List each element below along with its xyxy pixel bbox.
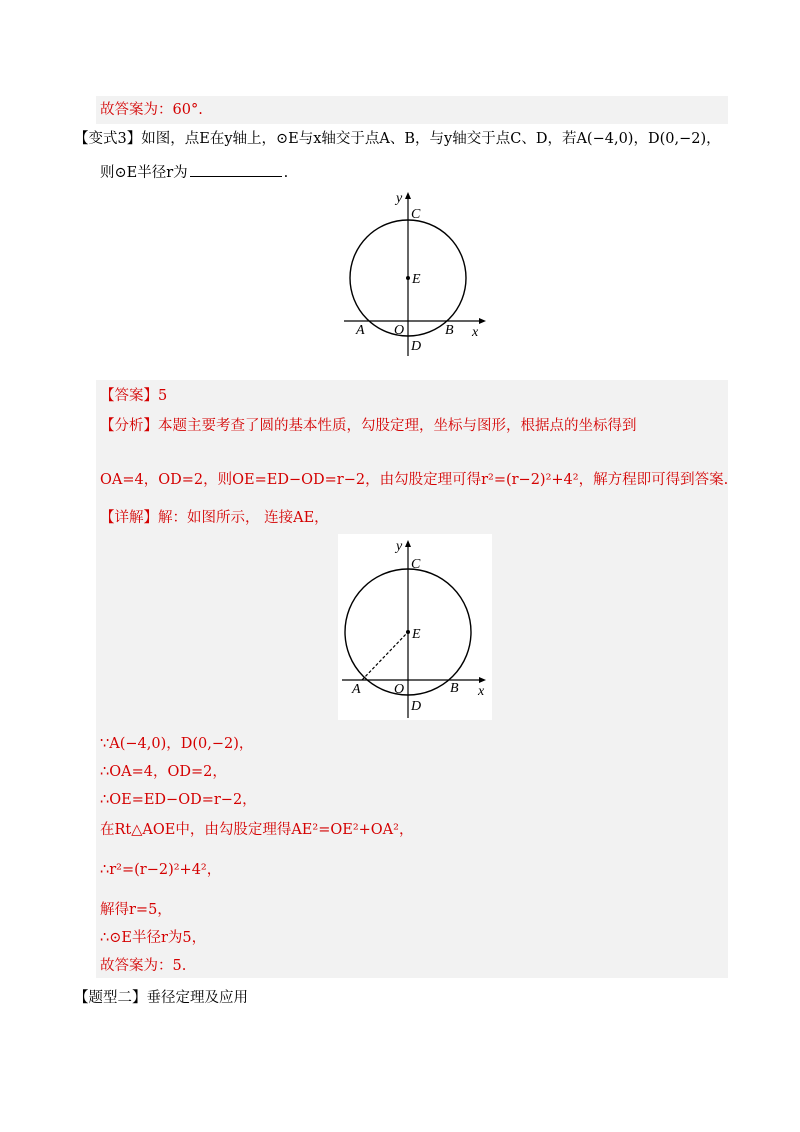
answer-line <box>100 386 167 406</box>
label-e-2: E <box>412 627 421 642</box>
label-y-2: y <box>396 539 403 554</box>
y-axis-arrow-icon-2 <box>405 540 411 547</box>
step-8: 故答案为：5. <box>100 958 187 974</box>
analysis-text: 本题主要考查了圆的基本性质，勾股定理，坐标与图形，根据点的坐标得到 <box>158 418 637 434</box>
analysis-line-2: OA=4，OD=2，则OE=ED−OD=r−2，由勾股定理可得r²=(r−2)²+4²，解方程即可得到答案. <box>100 472 729 488</box>
problem-text-2: 则⊙E半径r为 <box>100 165 188 181</box>
label-a-2: A <box>352 682 361 697</box>
problem-period: . <box>283 165 289 181</box>
label-a: A <box>356 323 365 338</box>
x-axis-arrow-icon <box>479 318 486 324</box>
step-3: ∴OE=ED−OD=r−2， <box>100 792 257 808</box>
label-d-2: D <box>411 699 422 714</box>
detail-text: 解：如图所示， 连接AE， <box>158 510 329 526</box>
step-6: 解得r=5， <box>100 902 172 918</box>
step-5: ∴r²=(r−2)²+4²， <box>100 862 222 878</box>
y-axis-arrow-icon <box>405 192 411 199</box>
label-o: O <box>394 323 405 338</box>
label-o-2: O <box>394 682 405 697</box>
detail-line-1 <box>100 508 329 528</box>
analysis-tag: 【分析】 <box>100 418 158 434</box>
detail-tag: 【详解】 <box>100 510 158 526</box>
circle-figure-2 <box>338 534 492 720</box>
segment-ae <box>362 632 408 680</box>
x-axis-arrow-icon-2 <box>479 677 486 683</box>
label-b: B <box>445 323 454 338</box>
circle-figure-1 <box>338 186 498 360</box>
label-d: D <box>411 339 422 354</box>
label-x-2: x <box>478 684 485 699</box>
step-7: ∴⊙E半径r为5， <box>100 930 207 946</box>
prev-answer: 故答案为：60°. <box>100 102 203 118</box>
label-c: C <box>411 207 421 222</box>
problem-text: 如图，点E在y轴上，⊙E与x轴交于点A、B，与y轴交于点C、D，若A(−4,0)，D(0,−2)， <box>141 131 721 147</box>
problem-line-1 <box>74 129 721 149</box>
label-y: y <box>396 191 403 206</box>
step-2: ∴OA=4，OD=2， <box>100 764 227 780</box>
label-b-2: B <box>450 681 459 696</box>
label-x: x <box>472 325 479 340</box>
label-e: E <box>412 272 421 287</box>
next-section-heading: 【题型二】垂径定理及应用 <box>74 990 248 1006</box>
step-4: 在Rt△AOE中，由勾股定理得AE²=OE²+OA²， <box>100 822 414 838</box>
answer-blank <box>190 162 282 177</box>
analysis-line-1 <box>100 416 637 436</box>
step-1: ∵A(−4,0)，D(0,−2)， <box>100 736 254 752</box>
problem-label: 【变式3】 <box>74 131 142 147</box>
label-c-2: C <box>411 557 421 572</box>
point-e <box>406 276 410 280</box>
answer-value: 5 <box>158 388 168 404</box>
problem-line-2 <box>100 162 288 183</box>
point-e-2 <box>406 630 410 634</box>
answer-tag: 【答案】 <box>100 388 158 404</box>
